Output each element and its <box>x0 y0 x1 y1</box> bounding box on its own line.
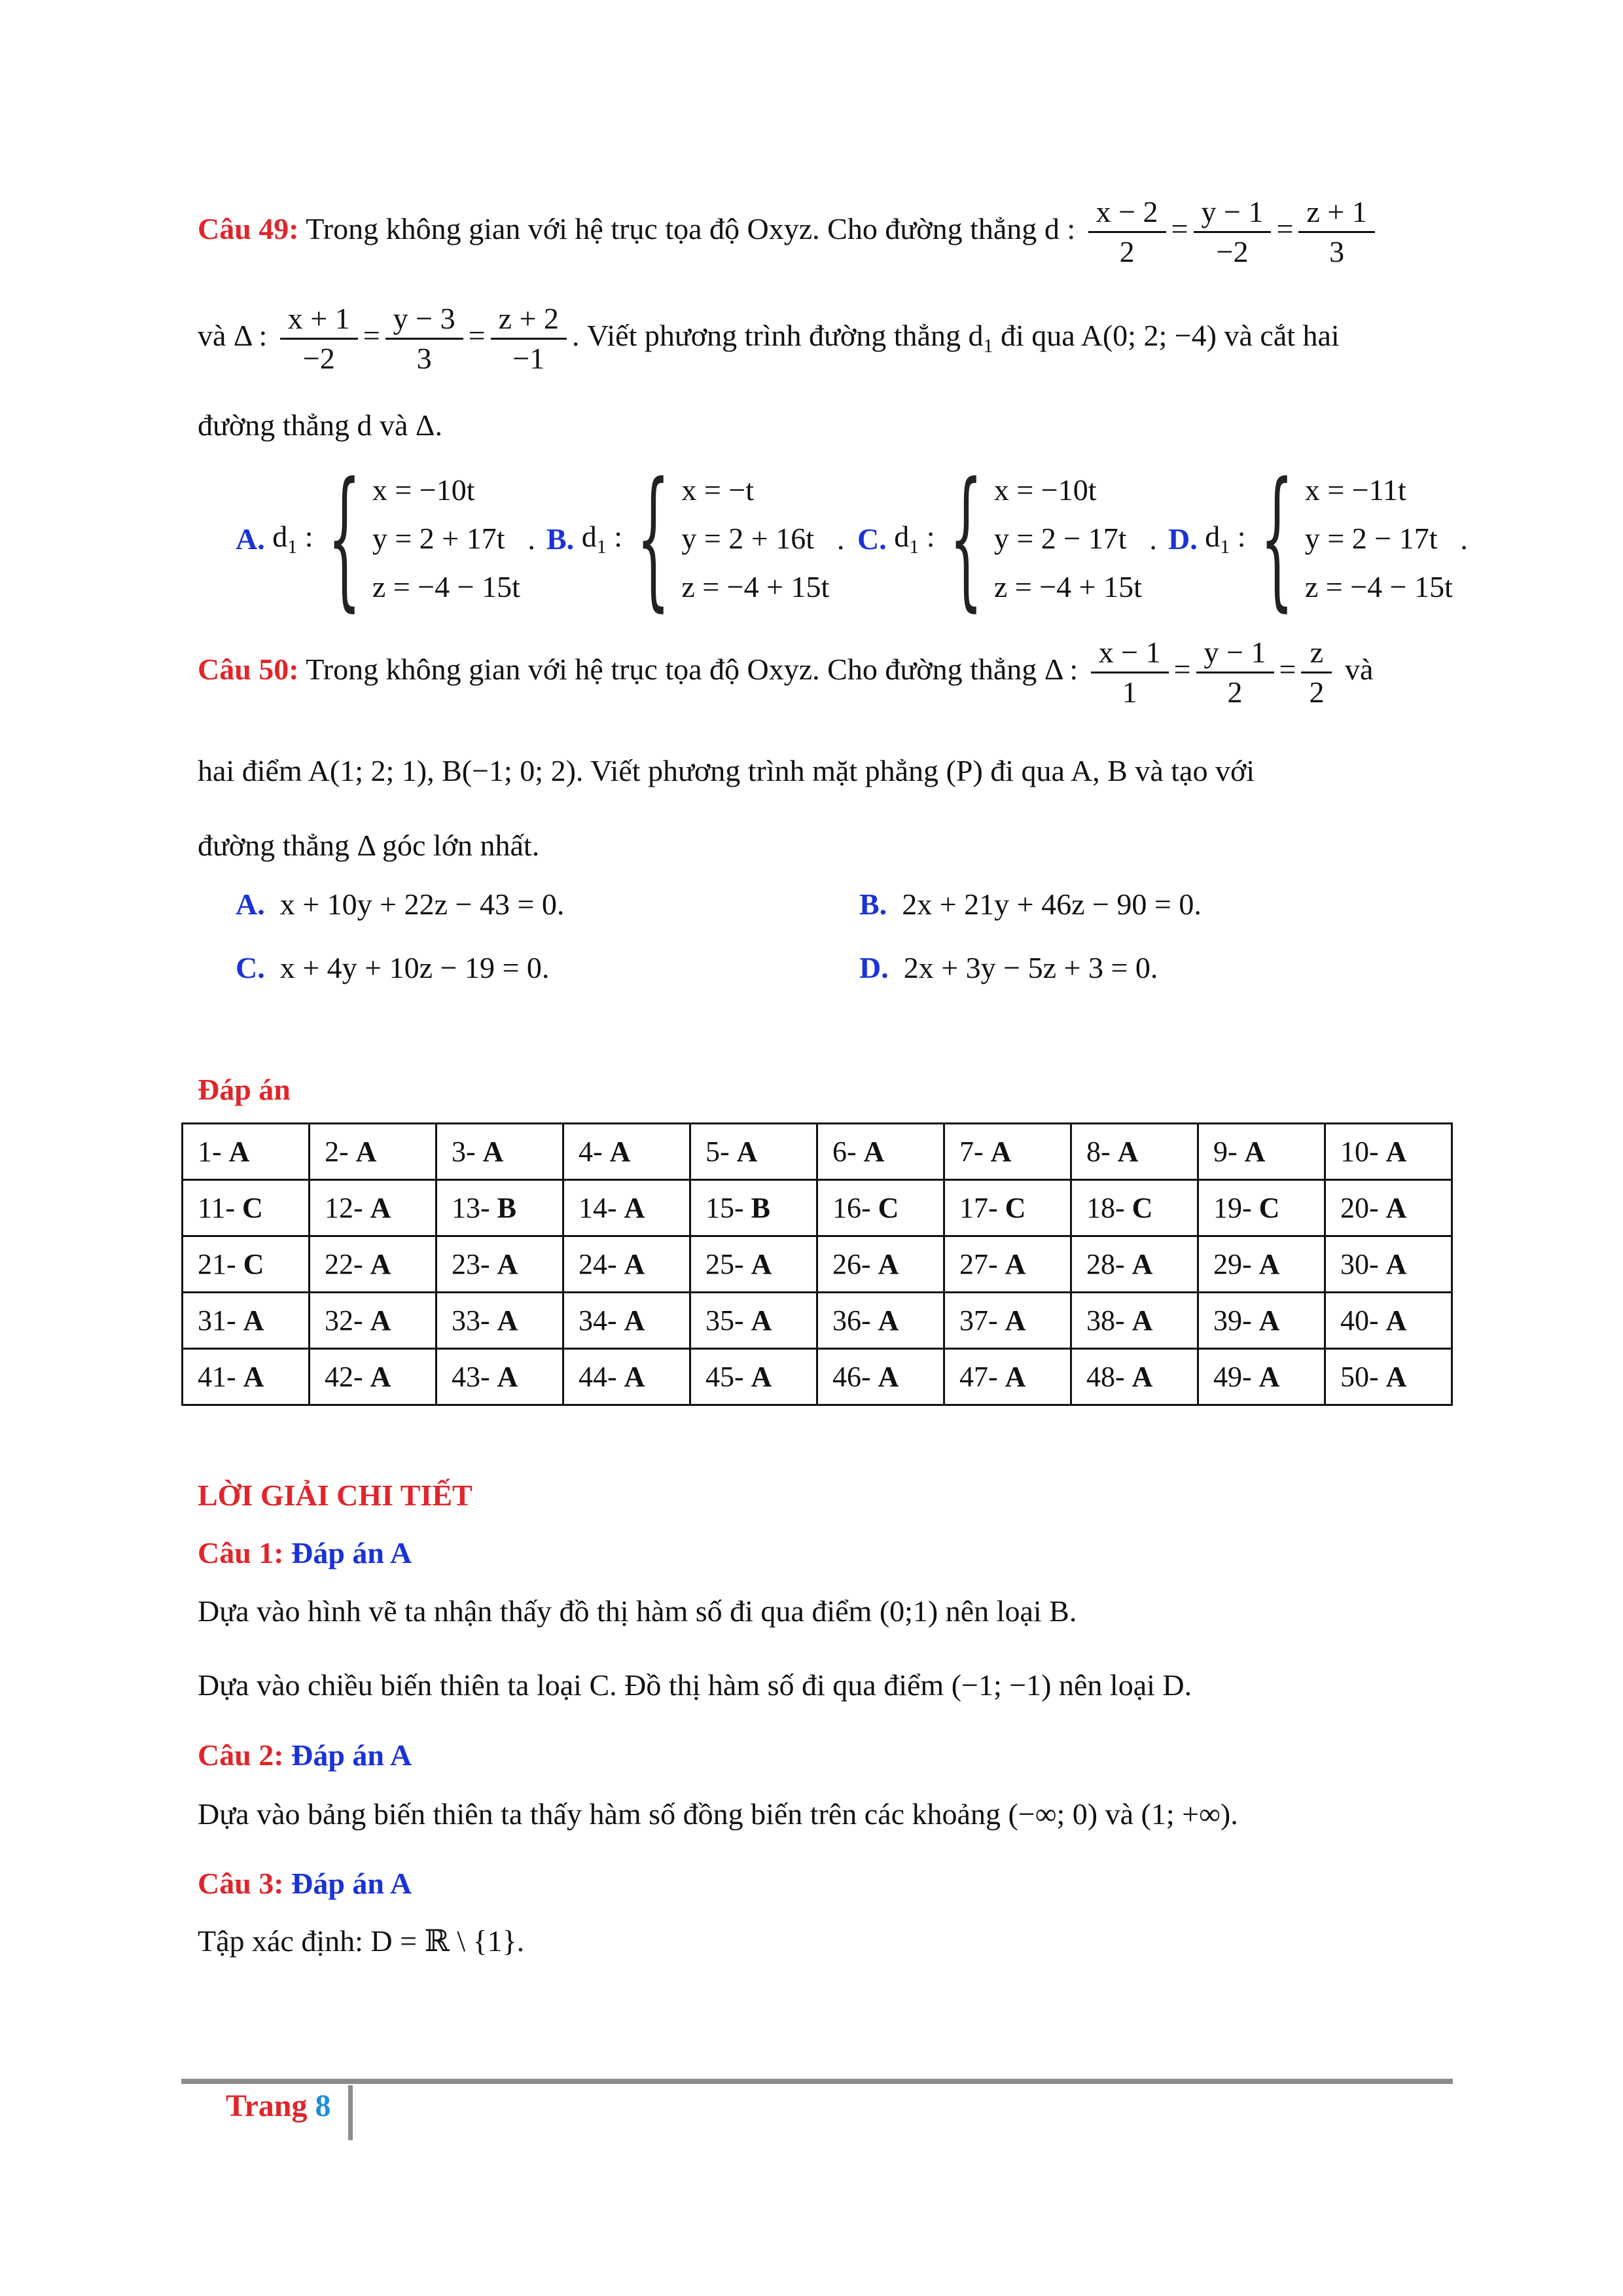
q50-option-a[interactable]: A. x + 10y + 22z − 43 = 0. <box>236 888 565 921</box>
answer-row <box>183 1124 1452 1180</box>
answer-cell: 26- A <box>817 1236 944 1293</box>
question-49-line-1 <box>198 193 1453 271</box>
answer-row <box>183 1293 1452 1349</box>
answer-cell: 19- C <box>1198 1180 1325 1236</box>
answer-cell: 39- A <box>1198 1293 1325 1349</box>
solution-3-heading: Câu 3: Đáp án A <box>198 1867 412 1900</box>
answer-cell: 8- A <box>1071 1124 1198 1180</box>
question-49-line-3: đường thẳng d và Δ. <box>198 408 442 442</box>
page-number: 8 <box>315 2089 331 2123</box>
answer-cell: 1- A <box>183 1124 310 1180</box>
answer-cell: 3- A <box>437 1124 563 1180</box>
answer-cell: 20- A <box>1325 1180 1452 1236</box>
answer-row <box>183 1236 1452 1293</box>
answer-cell: 18- C <box>1071 1180 1198 1236</box>
line-d-equation: d : $\frac{x - 2}{2}$ = $\frac{y - 1}{-2}$ = $\frac{z + 1}{3}$ <box>1044 212 1380 245</box>
answer-cell: 48- A <box>1071 1349 1198 1405</box>
answer-cell: 47- A <box>944 1349 1071 1405</box>
answer-cell: 27- A <box>944 1236 1071 1293</box>
answer-cell: 30- A <box>1325 1236 1452 1293</box>
answer-cell: 38- A <box>1071 1293 1198 1349</box>
answer-cell: 6- A <box>817 1124 944 1180</box>
answer-cell: 32- A <box>310 1293 437 1349</box>
footer-separator <box>348 2085 353 2140</box>
answer-cell: 40- A <box>1325 1293 1452 1349</box>
answers-title: Đáp án <box>198 1073 291 1106</box>
answer-cell: 22- A <box>310 1236 437 1293</box>
answer-cell: 5- A <box>690 1124 817 1180</box>
answer-cell: 15- B <box>690 1180 817 1236</box>
solution-1-line-2: Dựa vào chiều biến thiên ta loại C. Đồ thị hàm số đi qua điểm (−1; −1) nên loại D. <box>198 1668 1192 1702</box>
solution-2-heading: Câu 2: Đáp án A <box>198 1738 412 1772</box>
question-49-text: Trong không gian với hệ trục tọa độ Oxyz. Cho đường thẳng <box>306 212 1037 246</box>
answer-cell: 17- C <box>944 1180 1071 1236</box>
page-footer: Trang 8 <box>226 2089 331 2123</box>
answer-cell: 33- A <box>437 1293 563 1349</box>
answer-cell: 45- A <box>690 1349 817 1405</box>
solution-3-line-1: Tập xác định: D = ℝ \ {1}. <box>198 1924 525 1958</box>
answer-cell: 14- A <box>563 1180 690 1236</box>
question-49-label: Câu 49: <box>198 212 299 246</box>
answer-cell: 34- A <box>563 1293 690 1349</box>
answer-cell: 23- A <box>437 1236 563 1293</box>
question-50-line-3: đường thẳng Δ góc lớn nhất. <box>198 829 540 862</box>
answer-cell: 10- A <box>1325 1124 1452 1180</box>
answer-cell: 11- C <box>183 1180 310 1236</box>
q49-option-c[interactable]: C. $d_1$ : { x = −10t y = 2 − 17t z = −4 + 15t . <box>857 451 1157 626</box>
answer-cell: 2- A <box>310 1124 437 1180</box>
answer-cell: 36- A <box>817 1293 944 1349</box>
answer-cell: 25- A <box>690 1236 817 1293</box>
question-50-line-2: hai điểm A(1; 2; 1), B(−1; 0; 2). Viết phương trình mặt phẳng (P) đi qua A, B và tạo với <box>198 754 1255 787</box>
q50-option-b[interactable]: B. 2x + 21y + 46z − 90 = 0. <box>859 888 1202 921</box>
answer-cell: 50- A <box>1325 1349 1452 1405</box>
q50-option-d[interactable]: D. 2x + 3y − 5z + 3 = 0. <box>859 951 1158 984</box>
answer-cell: 37- A <box>944 1293 1071 1349</box>
question-50-line-1: Câu 50: Trong không gian với hệ trục tọa độ Oxyz. Cho đường thẳng Δ : $\frac{x - 1}{1}$ = $\frac{y - 1}{2}$ = $\frac{z}{2}$ và <box>198 634 1453 711</box>
answer-cell: 13- B <box>437 1180 563 1236</box>
q49-option-a[interactable]: A. $d_1$ : { x = −10t y = 2 + 17t z = −4 − 15t . <box>236 451 535 626</box>
question-49-line-2: và Δ : $\frac{x + 1}{-2}$ = $\frac{y - 3}{3}$ = $\frac{z + 2}{-1}$ . Viết phương trình đường thẳng $d_1$ đi qua A(0; 2; −4) và cắt hai <box>198 300 1453 378</box>
solution-2-line-1: Dựa vào bảng biến thiên ta thấy hàm số đồng biến trên các khoảng (−∞; 0) và (1; +∞). <box>198 1797 1238 1831</box>
answer-row <box>183 1180 1452 1236</box>
point-a: A(0; 2; −4) <box>1080 319 1217 353</box>
q49-option-d[interactable]: D. $d_1$ : { x = −11t y = 2 − 17t z = −4 − 15t . <box>1168 451 1468 626</box>
answer-cell: 28- A <box>1071 1236 1198 1293</box>
solutions-title: LỜI GIẢI CHI TIẾT <box>198 1479 473 1512</box>
solution-1-line-1: Dựa vào hình vẽ ta nhận thấy đồ thị hàm số đi qua điểm (0;1) nên loại B. <box>198 1594 1077 1628</box>
answer-cell: 41- A <box>183 1349 310 1405</box>
answer-cell: 35- A <box>690 1293 817 1349</box>
solution-1-heading: Câu 1: Đáp án A <box>198 1536 412 1570</box>
answer-cell: 4- A <box>563 1124 690 1180</box>
answer-cell: 29- A <box>1198 1236 1325 1293</box>
answer-cell: 44- A <box>563 1349 690 1405</box>
q49-option-b[interactable]: B. $d_1$ : { x = −t y = 2 + 16t z = −4 + 15t . <box>546 451 845 626</box>
answer-cell: 16- C <box>817 1180 944 1236</box>
question-50-label: Câu 50: <box>198 653 299 687</box>
answer-table <box>181 1122 1453 1406</box>
answer-cell: 9- A <box>1198 1124 1325 1180</box>
answer-cell: 43- A <box>437 1349 563 1405</box>
answer-cell: 42- A <box>310 1349 437 1405</box>
answer-cell: 46- A <box>817 1349 944 1405</box>
footer-divider <box>181 2079 1453 2084</box>
answer-cell: 12- A <box>310 1180 437 1236</box>
answer-cell: 7- A <box>944 1124 1071 1180</box>
line-delta-50-equation: Δ : $\frac{x - 1}{1}$ = $\frac{y - 1}{2}$ = $\frac{z}{2}$ <box>1044 653 1345 686</box>
answer-cell: 31- A <box>183 1293 310 1349</box>
answer-cell: 49- A <box>1198 1349 1325 1405</box>
q50-option-c[interactable]: C. x + 4y + 10z − 19 = 0. <box>236 951 550 984</box>
answer-cell: 24- A <box>563 1236 690 1293</box>
answer-row <box>183 1349 1452 1405</box>
answer-cell: 21- C <box>183 1236 310 1293</box>
line-delta-equation: Δ : $\frac{x + 1}{-2}$ = $\frac{y - 3}{3}$ = $\frac{z + 2}{-1}$ <box>234 319 572 352</box>
